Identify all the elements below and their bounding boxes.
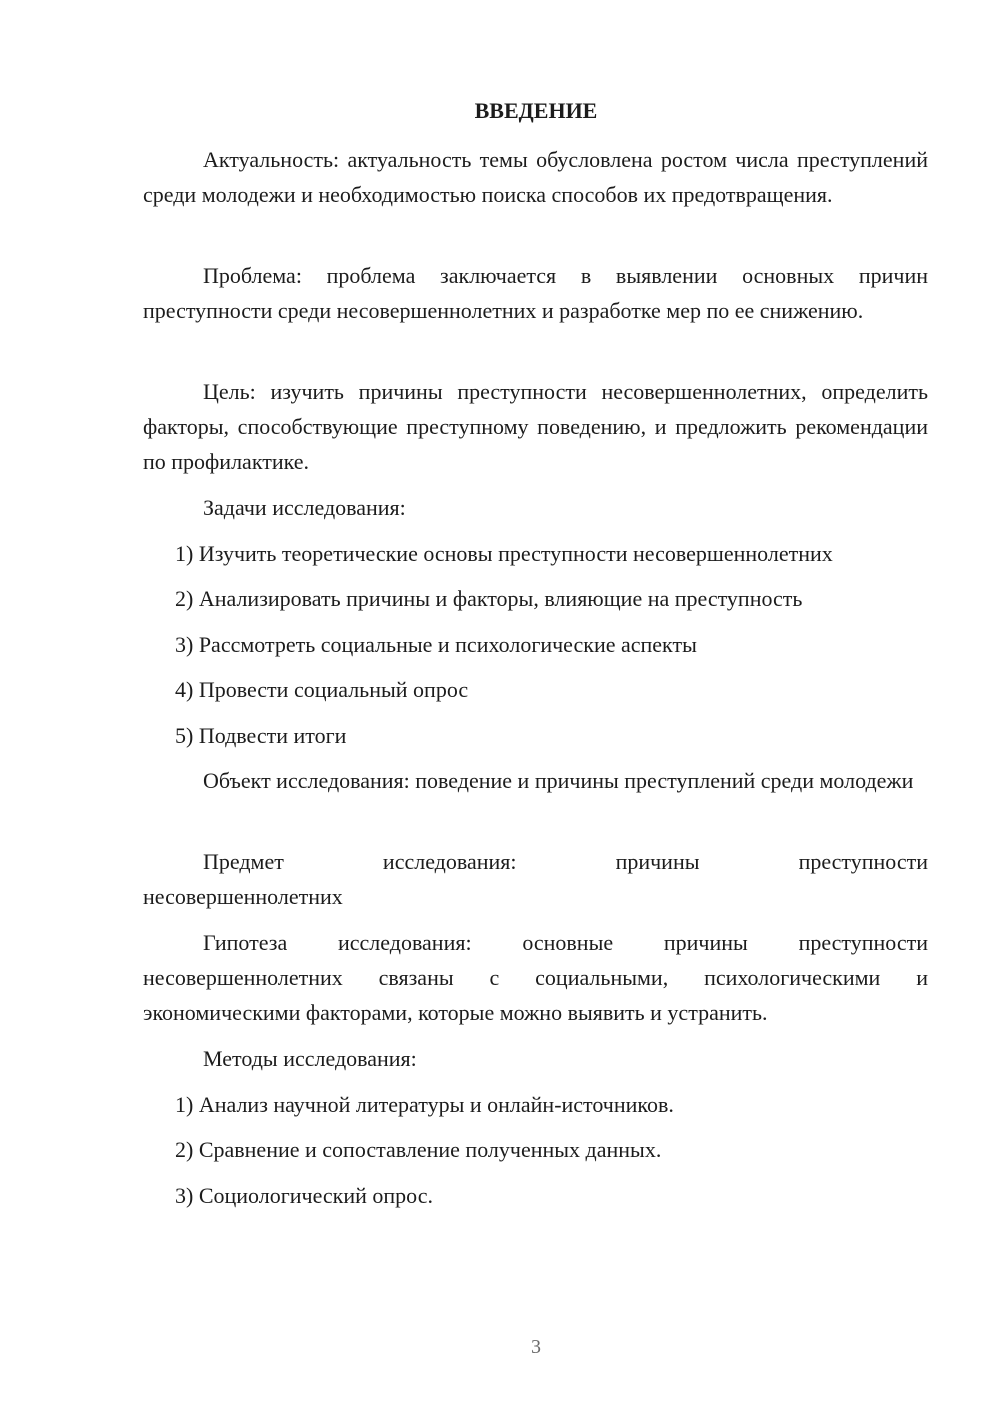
- method-item: 1) Анализ научной литературы и онлайн-источников.: [175, 1092, 674, 1117]
- methods-heading: Методы исследования:: [203, 1046, 417, 1071]
- task-item: 5) Подвести итоги: [175, 723, 347, 748]
- object-paragraph: Объект исследования: поведение и причины преступлений среди молодежи: [203, 768, 914, 793]
- relevance-paragraph: Актуальность: актуальность темы обусловлена ростом числа преступлений среди молодежи и необходимостью поиска способов их предотвращения.: [143, 147, 928, 207]
- subject-line-1: Предмет исследования: причины преступности: [203, 849, 928, 874]
- task-item: 4) Провести социальный опрос: [175, 677, 469, 702]
- task-item: 3) Рассмотреть социальные и психологические аспекты: [175, 632, 697, 657]
- goal-paragraph: Цель: изучить причины преступности несовершеннолетних, определить факторы, способствующие преступному поведению, и предложить рекомендации по профилактике.: [143, 379, 928, 474]
- tasks-heading: Задачи исследования:: [203, 495, 406, 520]
- method-item: 3) Социологический опрос.: [175, 1183, 433, 1208]
- task-item: 2) Анализировать причины и факторы, влияющие на преступность: [175, 586, 803, 611]
- task-item: 1) Изучить теоретические основы преступности несовершеннолетних: [175, 541, 833, 566]
- section-title: ВВЕДЕНИЕ: [474, 98, 598, 123]
- subject-line-2: несовершеннолетних: [143, 884, 343, 909]
- page-number: 3: [531, 1336, 541, 1358]
- method-item: 2) Сравнение и сопоставление полученных данных.: [175, 1137, 662, 1162]
- problem-paragraph: Проблема: проблема заключается в выявлении основных причин преступности среди несовершеннолетних и разработке мер по ее снижению.: [143, 263, 928, 323]
- hypothesis-paragraph: Гипотеза исследования: основные причины преступности несовершеннолетних связаны с социальными, психологическими и экономическими факторами, которые можно выявить и устранить.: [143, 930, 928, 1025]
